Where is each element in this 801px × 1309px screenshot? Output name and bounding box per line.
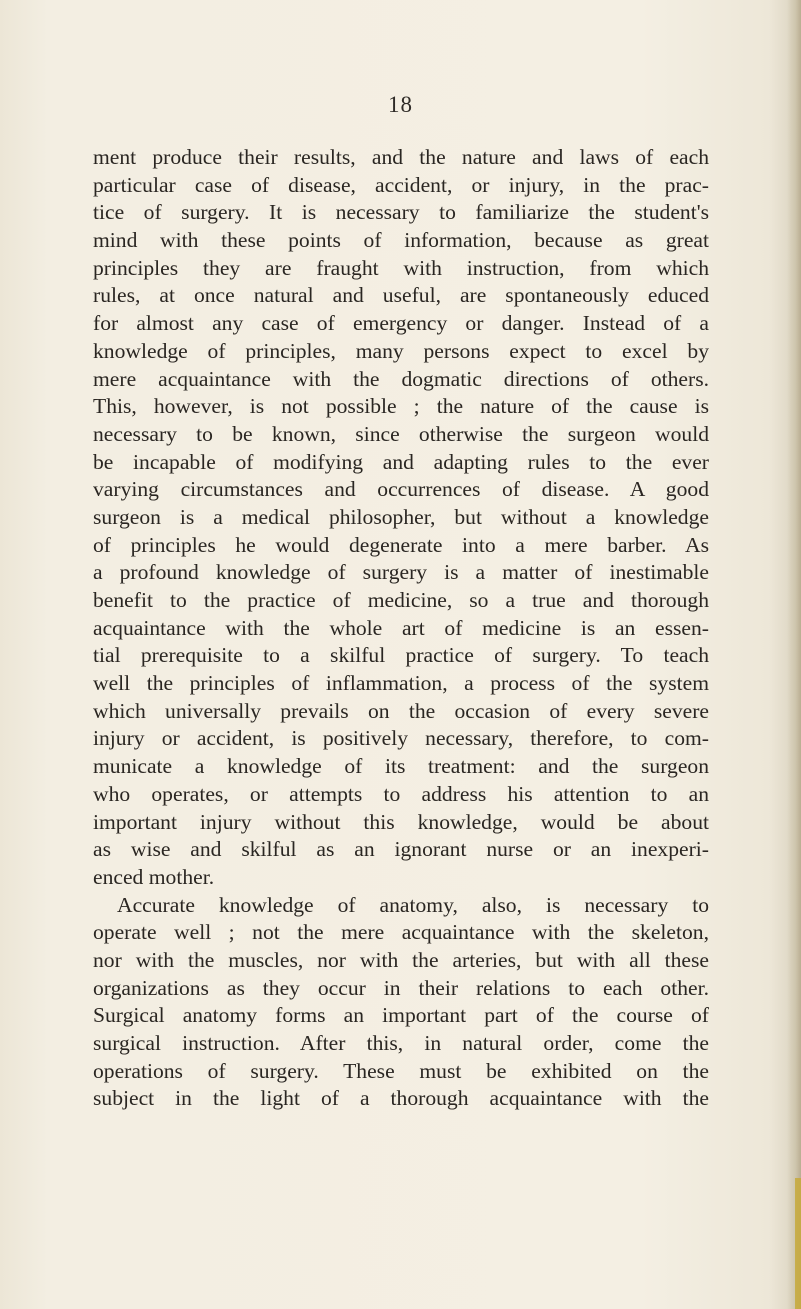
text-line: nor with the muscles, nor with the arteries, but with all these	[93, 947, 709, 972]
text-line: injury or accident, is positively necessary, therefore, to com-	[93, 726, 709, 751]
body-text	[93, 144, 709, 1113]
text-line: tial prerequisite to a skilful practice of surgery. To teach	[93, 643, 709, 668]
text-line: which universally prevails on the occasion of every severe	[93, 698, 709, 723]
text-line: important injury without this knowledge, would be about	[93, 809, 709, 834]
text-line: surgical instruction. After this, in natural order, come the	[93, 1031, 709, 1055]
text-line: Surgical anatomy forms an important part of the course of	[93, 1003, 709, 1028]
text-line: tice of surgery. It is necessary to familiarize the student's	[93, 200, 709, 225]
text-line: operate well ; not the mere acquaintance with the skeleton,	[93, 920, 709, 945]
text-line: necessary to be known, since otherwise the surgeon would	[93, 421, 709, 446]
text-line: subject in the light of a thorough acquaintance with the	[93, 1086, 709, 1111]
text-line: surgeon is a medical philosopher, but without a knowledge	[93, 504, 709, 529]
text-line: rules, at once natural and useful, are spontaneously educed	[93, 283, 709, 308]
text-line: of principles he would degenerate into a mere barber. As	[93, 532, 709, 557]
text-line: as wise and skilful as an ignorant nurse or an inexperi-	[93, 837, 709, 862]
text-line: particular case of disease, accident, or injury, in the prac-	[93, 172, 709, 197]
text-line: knowledge of principles, many persons expect to excel by	[93, 338, 709, 363]
text-line: who operates, or attempts to address his attention to an	[93, 781, 709, 806]
paragraph-end-line: enced mother.	[93, 864, 215, 889]
paragraph-start-line: Accurate knowledge of anatomy, also, is necessary to	[117, 892, 709, 917]
page-number: 18	[388, 92, 413, 117]
text-line: ment produce their results, and the nature and laws of each	[93, 145, 709, 169]
text-line: varying circumstances and occurrences of disease. A good	[93, 477, 709, 502]
text-line: operations of surgery. These must be exhibited on the	[93, 1058, 709, 1083]
text-line: mind with these points of information, because as great	[93, 228, 709, 253]
text-line: well the principles of inflammation, a process of the system	[93, 671, 709, 696]
text-line: be incapable of modifying and adapting rules to the ever	[93, 449, 709, 474]
text-line: mere acquaintance with the dogmatic directions of others.	[93, 366, 709, 391]
text-line: for almost any case of emergency or danger. Instead of a	[93, 311, 709, 336]
text-line: municate a knowledge of its treatment: and the surgeon	[93, 754, 709, 779]
text-line: acquaintance with the whole art of medicine is an essen-	[93, 615, 709, 640]
text-line: principles they are fraught with instruction, from which	[93, 255, 709, 280]
page-edge-tab	[795, 1178, 801, 1309]
page-edge-shadow	[787, 0, 801, 1309]
text-line: benefit to the practice of medicine, so a true and thorough	[93, 588, 709, 612]
text-line: This, however, is not possible ; the nature of the cause is	[93, 394, 709, 419]
text-line: organizations as they occur in their relations to each other.	[93, 975, 709, 1000]
text-line: a profound knowledge of surgery is a matter of inestimable	[93, 560, 709, 585]
